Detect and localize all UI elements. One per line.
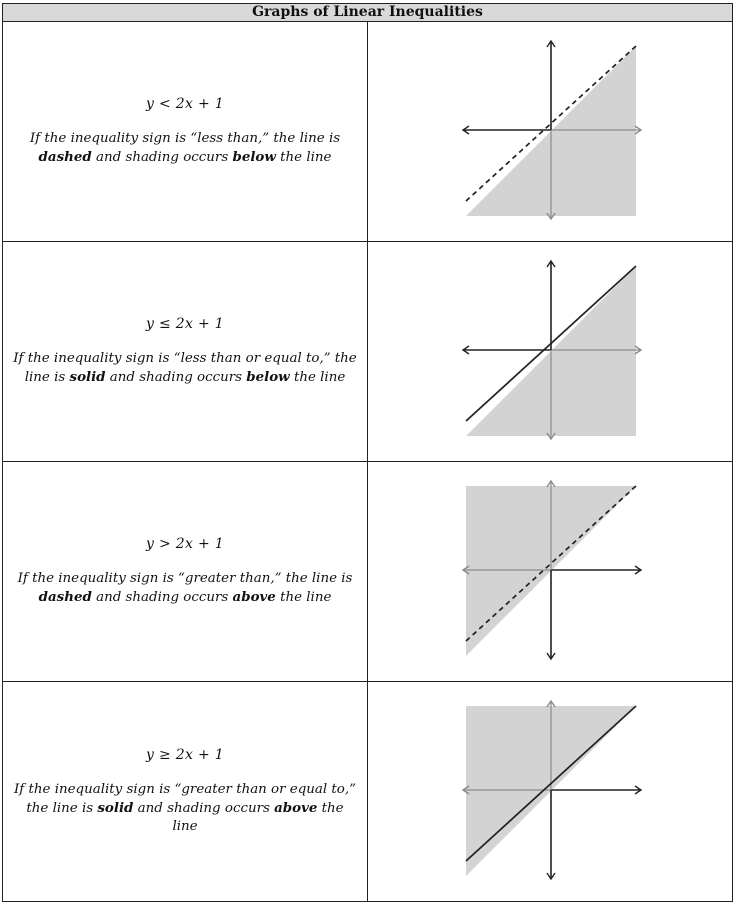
- graph-cell: [368, 462, 732, 681]
- inequality-expression: y ≤ 2x + 1: [146, 316, 224, 332]
- inequality-expression: y > 2x + 1: [146, 536, 224, 552]
- table-row: [3, 22, 732, 242]
- description-cell: [3, 242, 368, 461]
- inequality-graph: [460, 462, 650, 680]
- rule-description: If the inequality sign is “less than or equal to,” the line is solid and shading occurs below the line: [13, 351, 357, 385]
- rule-description: If the inequality sign is “greater than,” the line is dashed and shading occurs above the line: [17, 571, 353, 605]
- graph-cell: [368, 242, 732, 461]
- inequality-expression: y ≥ 2x + 1: [146, 747, 224, 763]
- table-row: [3, 242, 732, 462]
- graph-cell: [368, 682, 732, 901]
- table-title: Graphs of Linear Inequalities: [3, 4, 732, 22]
- inequality-expression: y < 2x + 1: [146, 96, 224, 112]
- inequality-graph: [460, 22, 650, 240]
- graph-cell: [368, 22, 732, 241]
- table-row: [3, 462, 732, 682]
- inequality-graph: [460, 242, 650, 460]
- table-row: [3, 682, 732, 901]
- inequalities-table: [2, 3, 733, 902]
- rule-description: If the inequality sign is “greater than or equal to,” the line is solid and shading occurs above the line: [14, 782, 356, 834]
- description-cell: [3, 22, 368, 241]
- inequality-graph: [460, 682, 650, 900]
- description-cell: [3, 682, 368, 901]
- description-cell: [3, 462, 368, 681]
- rule-description: If the inequality sign is “less than,” the line is dashed and shading occurs below the line: [29, 131, 341, 165]
